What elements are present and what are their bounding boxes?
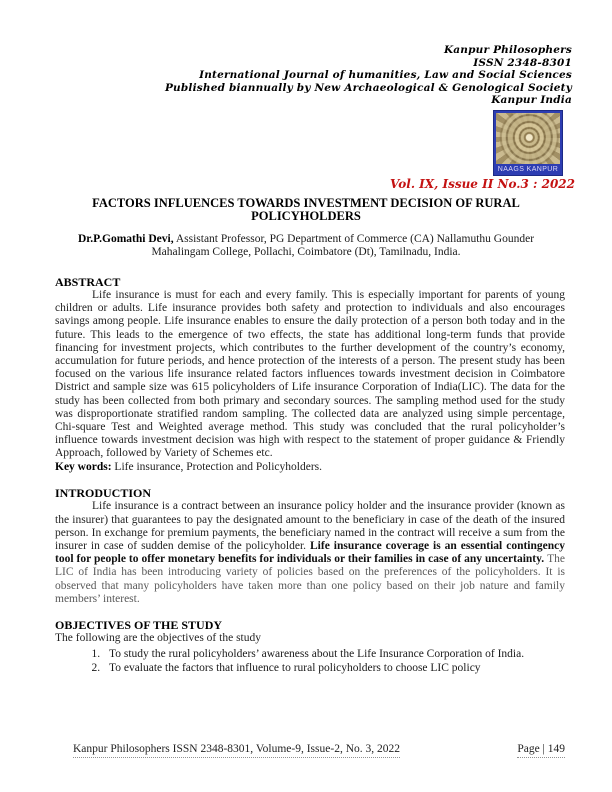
- journal-name: Kanpur Philosophers: [443, 44, 572, 56]
- journal-location: Kanpur India: [491, 94, 572, 106]
- footer-citation: Kanpur Philosophers ISSN 2348-8301, Volume-9, Issue-2, No. 3, 2022: [73, 743, 400, 758]
- objective-item-2: 2. To evaluate the factors that influence to rural policyholders to choose LIC policy: [103, 661, 565, 675]
- introduction-text-gray: The LIC of India has been introducing variety of policies based on the preferences of the policyholders. It is observed that many policyholders have taken more than one policy based on their job nature and family members’ interest.: [55, 553, 565, 605]
- footer-page-number: Page | 149: [517, 743, 565, 758]
- author-name: Dr.P.Gomathi Devi,: [77, 232, 174, 245]
- masthead: [0, 0, 612, 191]
- volume-issue-line: Vol. IX, Issue II No.3 : 2022: [390, 176, 575, 191]
- objectives-heading: OBJECTIVES OF THE STUDY: [55, 617, 223, 632]
- introduction-paragraph: [55, 500, 565, 606]
- introduction-heading: INTRODUCTION: [55, 485, 152, 500]
- author-block: [63, 233, 550, 260]
- objectives-list: [85, 647, 565, 675]
- keywords-text: Life insurance, Protection and Policyholders.: [111, 460, 323, 473]
- objectives-lead: The following are the objectives of the study: [55, 632, 261, 645]
- objective-item-1: 1. To study the rural policyholders’ awareness about the Life Insurance Corporation of India.: [103, 647, 565, 661]
- keywords-label: Key words:: [55, 460, 112, 473]
- journal-issn: ISSN 2348-8301: [473, 56, 572, 69]
- logo-stone-carving-image: [496, 113, 560, 164]
- journal-subtitle: International Journal of humanities, Law and Social Sciences: [199, 69, 572, 81]
- journal-publisher: Published biannually by New Archaeological & Genological Society: [164, 81, 572, 94]
- introduction-text-normal: Life insurance is a contract between an insurance policy holder and the insurance provider (known as the insurer) that guarantees to pay the designated amount to the beneficiary in case of the death of the insured person. In exchange for premium payments, the beneficiary named in the contract will receive a sum from the insurer in case of sudden demise of the policyholder.: [55, 500, 565, 552]
- abstract-heading: ABSTRACT: [55, 274, 121, 289]
- article-body: [55, 276, 565, 675]
- introduction-text-bold: Life insurance coverage is an essential contingency tool for people to offer monetary benefits for individuals or their families in case of any uncertainty.: [55, 539, 565, 566]
- abstract-paragraph: Life insurance is must for each and every family. This is especially important for parents of young children or adults. Life insurance provides both safety and protection to individuals and also encourages savings among people. Life insurance enables to ensure the daily protection of a person both today and in the future. This leads to the emergence of two effects, the state has additional long-term funds that provide financing for investment projects, which contributes to the further development of the country’s economy, accumulation for future periods, and hence protection of the interests of a person. The present study has been focused on the various life insurance related factors influences towards investment decision in Coimbatore District and sample size was 615 policyholders of Life insurance Corporation of India(LIC). The data for the study has been collected from both primary and secondary sources. The sampling method used for the study was disproportionate stratified random sampling. The collected data are analyzed using simple percentage, Chi-square Test and Weighted average method. This study was concluded that the rural policyholder’s influence towards investment decision was high with respect to the statement of proper guidance & Friendly Approach, followed by Variety of Schemes etc.: [55, 289, 565, 460]
- keywords-line: [55, 461, 565, 474]
- author-affiliation: Assistant Professor, PG Department of Commerce (CA) Nallamuthu Gounder Mahalingam College, Pollachi, Coimbatore (Dt), Tamilnadu, India.: [151, 232, 535, 258]
- logo-caption: NAAGS KANPUR: [497, 165, 559, 173]
- society-logo: [493, 110, 563, 176]
- article-title: FACTORS INFLUENCES TOWARDS INVESTMENT DECISION OF RURAL POLICYHOLDERS: [92, 195, 520, 223]
- page-footer: [73, 743, 565, 758]
